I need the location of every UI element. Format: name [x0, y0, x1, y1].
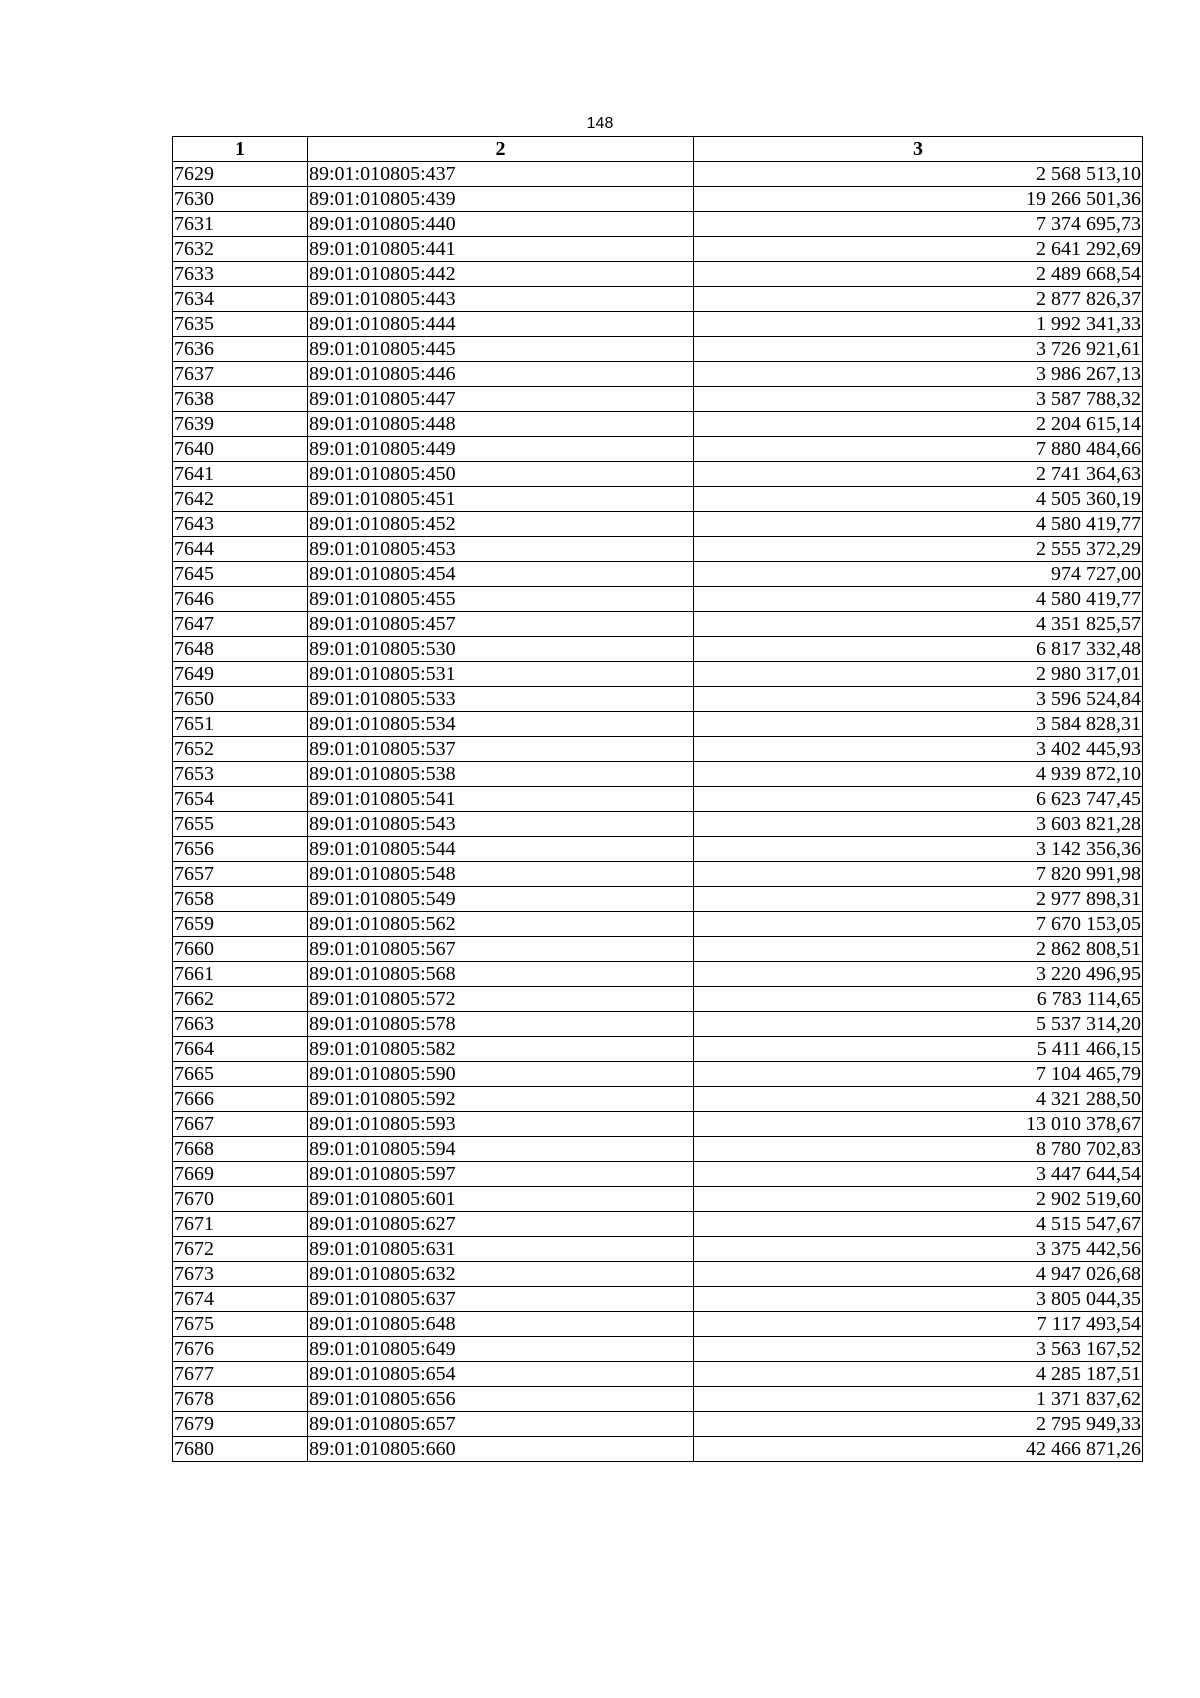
cadastral-value: 3 986 267,13	[694, 362, 1143, 387]
cadastral-number: 89:01:010805:449	[308, 437, 694, 462]
table-row	[173, 1237, 1143, 1262]
cadastral-value: 3 603 821,28	[694, 812, 1143, 837]
cadastral-number: 89:01:010805:592	[308, 1087, 694, 1112]
table-row	[173, 437, 1143, 462]
cadastral-value: 4 285 187,51	[694, 1362, 1143, 1387]
row-number: 7642	[173, 487, 308, 512]
column-header-2: 2	[308, 137, 694, 162]
cadastral-number: 89:01:010805:454	[308, 562, 694, 587]
row-number: 7660	[173, 937, 308, 962]
cadastral-value: 2 795 949,33	[694, 1412, 1143, 1437]
cadastral-number: 89:01:010805:648	[308, 1312, 694, 1337]
table-row	[173, 637, 1143, 662]
row-number: 7643	[173, 512, 308, 537]
cadastral-value: 4 515 547,67	[694, 1212, 1143, 1237]
cadastral-value: 6 783 114,65	[694, 987, 1143, 1012]
row-number: 7665	[173, 1062, 308, 1087]
row-number: 7633	[173, 262, 308, 287]
row-number: 7639	[173, 412, 308, 437]
cadastral-number: 89:01:010805:601	[308, 1187, 694, 1212]
table-row	[173, 687, 1143, 712]
row-number: 7679	[173, 1412, 308, 1437]
table-row	[173, 962, 1143, 987]
table-header-row	[173, 137, 1143, 162]
row-number: 7649	[173, 662, 308, 687]
cadastral-number: 89:01:010805:445	[308, 337, 694, 362]
table-row	[173, 1162, 1143, 1187]
row-number: 7674	[173, 1287, 308, 1312]
row-number: 7657	[173, 862, 308, 887]
cadastral-number: 89:01:010805:578	[308, 1012, 694, 1037]
row-number: 7653	[173, 762, 308, 787]
row-number: 7667	[173, 1112, 308, 1137]
cadastral-value: 3 447 644,54	[694, 1162, 1143, 1187]
cadastral-value: 2 489 668,54	[694, 262, 1143, 287]
cadastral-number: 89:01:010805:531	[308, 662, 694, 687]
cadastral-value: 2 862 808,51	[694, 937, 1143, 962]
cadastral-number: 89:01:010805:657	[308, 1412, 694, 1437]
cadastral-number: 89:01:010805:562	[308, 912, 694, 937]
cadastral-number: 89:01:010805:631	[308, 1237, 694, 1262]
row-number: 7668	[173, 1137, 308, 1162]
row-number: 7673	[173, 1262, 308, 1287]
cadastral-value: 19 266 501,36	[694, 187, 1143, 212]
cadastral-value: 2 977 898,31	[694, 887, 1143, 912]
cadastral-number: 89:01:010805:568	[308, 962, 694, 987]
table-row	[173, 612, 1143, 637]
table-row	[173, 1362, 1143, 1387]
table-row	[173, 287, 1143, 312]
table-row	[173, 362, 1143, 387]
cadastral-number: 89:01:010805:548	[308, 862, 694, 887]
cadastral-value: 5 411 466,15	[694, 1037, 1143, 1062]
data-table	[172, 136, 1143, 1462]
row-number: 7662	[173, 987, 308, 1012]
table-row	[173, 912, 1143, 937]
cadastral-value: 2 902 519,60	[694, 1187, 1143, 1212]
table-row	[173, 237, 1143, 262]
cadastral-number: 89:01:010805:450	[308, 462, 694, 487]
table-row	[173, 337, 1143, 362]
cadastral-number: 89:01:010805:567	[308, 937, 694, 962]
cadastral-number: 89:01:010805:654	[308, 1362, 694, 1387]
cadastral-number: 89:01:010805:649	[308, 1337, 694, 1362]
cadastral-number: 89:01:010805:440	[308, 212, 694, 237]
cadastral-number: 89:01:010805:457	[308, 612, 694, 637]
cadastral-value: 2 568 513,10	[694, 162, 1143, 187]
row-number: 7677	[173, 1362, 308, 1387]
cadastral-value: 42 466 871,26	[694, 1437, 1143, 1462]
row-number: 7659	[173, 912, 308, 937]
cadastral-number: 89:01:010805:660	[308, 1437, 694, 1462]
row-number: 7654	[173, 787, 308, 812]
row-number: 7663	[173, 1012, 308, 1037]
cadastral-value: 4 939 872,10	[694, 762, 1143, 787]
row-number: 7672	[173, 1237, 308, 1262]
cadastral-value: 7 820 991,98	[694, 862, 1143, 887]
row-number: 7645	[173, 562, 308, 587]
cadastral-value: 4 351 825,57	[694, 612, 1143, 637]
table-row	[173, 487, 1143, 512]
row-number: 7666	[173, 1087, 308, 1112]
row-number: 7635	[173, 312, 308, 337]
row-number: 7678	[173, 1387, 308, 1412]
cadastral-value: 7 880 484,66	[694, 437, 1143, 462]
table-row	[173, 1112, 1143, 1137]
row-number: 7634	[173, 287, 308, 312]
cadastral-value: 3 596 524,84	[694, 687, 1143, 712]
table-row	[173, 812, 1143, 837]
row-number: 7631	[173, 212, 308, 237]
page-number: 148	[586, 115, 614, 132]
row-number: 7676	[173, 1337, 308, 1362]
row-number: 7647	[173, 612, 308, 637]
cadastral-number: 89:01:010805:451	[308, 487, 694, 512]
row-number: 7650	[173, 687, 308, 712]
cadastral-value: 2 877 826,37	[694, 287, 1143, 312]
table-row	[173, 712, 1143, 737]
row-number: 7636	[173, 337, 308, 362]
row-number: 7658	[173, 887, 308, 912]
cadastral-number: 89:01:010805:544	[308, 837, 694, 862]
cadastral-value: 3 584 828,31	[694, 712, 1143, 737]
table-row	[173, 1212, 1143, 1237]
table-row	[173, 1412, 1143, 1437]
cadastral-number: 89:01:010805:447	[308, 387, 694, 412]
row-number: 7661	[173, 962, 308, 987]
table-row	[173, 262, 1143, 287]
table-row	[173, 1187, 1143, 1212]
table-row	[173, 512, 1143, 537]
table-body	[173, 162, 1143, 1462]
cadastral-number: 89:01:010805:439	[308, 187, 694, 212]
cadastral-number: 89:01:010805:534	[308, 712, 694, 737]
table-row	[173, 412, 1143, 437]
cadastral-number: 89:01:010805:632	[308, 1262, 694, 1287]
table-row	[173, 1062, 1143, 1087]
cadastral-value: 3 726 921,61	[694, 337, 1143, 362]
cadastral-value: 7 104 465,79	[694, 1062, 1143, 1087]
cadastral-value: 3 563 167,52	[694, 1337, 1143, 1362]
cadastral-value: 7 374 695,73	[694, 212, 1143, 237]
row-number: 7655	[173, 812, 308, 837]
table-row	[173, 537, 1143, 562]
cadastral-value: 2 555 372,29	[694, 537, 1143, 562]
cadastral-number: 89:01:010805:441	[308, 237, 694, 262]
cadastral-number: 89:01:010805:543	[308, 812, 694, 837]
table-row	[173, 187, 1143, 212]
cadastral-number: 89:01:010805:593	[308, 1112, 694, 1137]
table-row	[173, 662, 1143, 687]
cadastral-value: 4 321 288,50	[694, 1087, 1143, 1112]
table-row	[173, 937, 1143, 962]
cadastral-value: 3 402 445,93	[694, 737, 1143, 762]
cadastral-value: 2 204 615,14	[694, 412, 1143, 437]
row-number: 7648	[173, 637, 308, 662]
cadastral-value: 4 947 026,68	[694, 1262, 1143, 1287]
column-header-3: 3	[694, 137, 1143, 162]
table-row	[173, 1437, 1143, 1462]
cadastral-value: 5 537 314,20	[694, 1012, 1143, 1037]
cadastral-number: 89:01:010805:627	[308, 1212, 694, 1237]
table-row	[173, 762, 1143, 787]
row-number: 7651	[173, 712, 308, 737]
cadastral-value: 3 142 356,36	[694, 837, 1143, 862]
cadastral-value: 2 641 292,69	[694, 237, 1143, 262]
cadastral-number: 89:01:010805:637	[308, 1287, 694, 1312]
cadastral-value: 2 980 317,01	[694, 662, 1143, 687]
cadastral-value: 1 992 341,33	[694, 312, 1143, 337]
table-row	[173, 312, 1143, 337]
cadastral-value: 3 805 044,35	[694, 1287, 1143, 1312]
table-row	[173, 587, 1143, 612]
cadastral-number: 89:01:010805:590	[308, 1062, 694, 1087]
cadastral-value: 7 117 493,54	[694, 1312, 1143, 1337]
cadastral-number: 89:01:010805:572	[308, 987, 694, 1012]
cadastral-number: 89:01:010805:455	[308, 587, 694, 612]
table-row	[173, 837, 1143, 862]
table-row	[173, 1087, 1143, 1112]
table-row	[173, 1037, 1143, 1062]
cadastral-value: 974 727,00	[694, 562, 1143, 587]
cadastral-value: 4 580 419,77	[694, 587, 1143, 612]
cadastral-value: 6 817 332,48	[694, 637, 1143, 662]
cadastral-value: 4 580 419,77	[694, 512, 1143, 537]
table-row	[173, 212, 1143, 237]
cadastral-number: 89:01:010805:541	[308, 787, 694, 812]
row-number: 7652	[173, 737, 308, 762]
row-number: 7641	[173, 462, 308, 487]
row-number: 7632	[173, 237, 308, 262]
row-number: 7656	[173, 837, 308, 862]
cadastral-number: 89:01:010805:582	[308, 1037, 694, 1062]
table-row	[173, 887, 1143, 912]
cadastral-value: 7 670 153,05	[694, 912, 1143, 937]
table-row	[173, 162, 1143, 187]
row-number: 7629	[173, 162, 308, 187]
row-number: 7638	[173, 387, 308, 412]
cadastral-number: 89:01:010805:453	[308, 537, 694, 562]
row-number: 7664	[173, 1037, 308, 1062]
table-row	[173, 562, 1143, 587]
table-row	[173, 1012, 1143, 1037]
cadastral-value: 6 623 747,45	[694, 787, 1143, 812]
cadastral-number: 89:01:010805:443	[308, 287, 694, 312]
row-number: 7646	[173, 587, 308, 612]
row-number: 7644	[173, 537, 308, 562]
cadastral-value: 3 375 442,56	[694, 1237, 1143, 1262]
cadastral-value: 2 741 364,63	[694, 462, 1143, 487]
cadastral-number: 89:01:010805:533	[308, 687, 694, 712]
cadastral-number: 89:01:010805:594	[308, 1137, 694, 1162]
cadastral-number: 89:01:010805:444	[308, 312, 694, 337]
table-row	[173, 387, 1143, 412]
table-row	[173, 1337, 1143, 1362]
table-row	[173, 862, 1143, 887]
cadastral-value: 8 780 702,83	[694, 1137, 1143, 1162]
table-row	[173, 787, 1143, 812]
cadastral-value: 1 371 837,62	[694, 1387, 1143, 1412]
row-number: 7637	[173, 362, 308, 387]
cadastral-number: 89:01:010805:452	[308, 512, 694, 537]
cadastral-number: 89:01:010805:530	[308, 637, 694, 662]
cadastral-value: 3 220 496,95	[694, 962, 1143, 987]
cadastral-value: 13 010 378,67	[694, 1112, 1143, 1137]
cadastral-number: 89:01:010805:448	[308, 412, 694, 437]
cadastral-value: 4 505 360,19	[694, 487, 1143, 512]
table-row	[173, 1387, 1143, 1412]
table-row	[173, 1137, 1143, 1162]
cadastral-number: 89:01:010805:549	[308, 887, 694, 912]
row-number: 7675	[173, 1312, 308, 1337]
row-number: 7630	[173, 187, 308, 212]
cadastral-number: 89:01:010805:538	[308, 762, 694, 787]
cadastral-number: 89:01:010805:537	[308, 737, 694, 762]
table-row	[173, 987, 1143, 1012]
row-number: 7670	[173, 1187, 308, 1212]
column-header-1: 1	[173, 137, 308, 162]
table-row	[173, 1262, 1143, 1287]
cadastral-number: 89:01:010805:597	[308, 1162, 694, 1187]
cadastral-number: 89:01:010805:656	[308, 1387, 694, 1412]
row-number: 7640	[173, 437, 308, 462]
row-number: 7669	[173, 1162, 308, 1187]
cadastral-value: 3 587 788,32	[694, 387, 1143, 412]
table-row	[173, 737, 1143, 762]
cadastral-number: 89:01:010805:442	[308, 262, 694, 287]
table-row	[173, 1312, 1143, 1337]
cadastral-number: 89:01:010805:446	[308, 362, 694, 387]
table-row	[173, 1287, 1143, 1312]
table-row	[173, 462, 1143, 487]
row-number: 7671	[173, 1212, 308, 1237]
cadastral-number: 89:01:010805:437	[308, 162, 694, 187]
row-number: 7680	[173, 1437, 308, 1462]
